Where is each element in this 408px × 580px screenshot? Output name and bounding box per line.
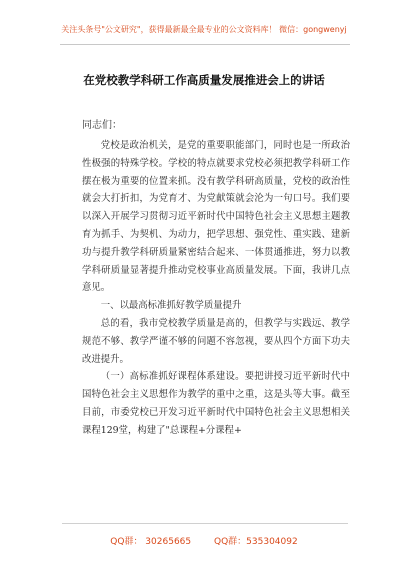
header-note: 关注头条号"公文研究"，获得最新最全最专业的公文资料库！ 微信：gongwenyj <box>61 25 347 34</box>
salutation: 同志们： <box>82 120 122 131</box>
footer-contacts <box>0 534 408 547</box>
subsection-paragraph: （一）高标准抓好课程体系建设。要把讲授习近平新时代中国特色社会主义思想作为教学的重中之重，这是头等大事。截至目前，市委党校已开发习近平新时代中国特色社会主义思想相关课程129堂，构建了"总课程+分课程+ <box>82 371 350 436</box>
body-paragraph: 总的看，我市党校教学质量是高的，但教学与实践远、教学规范不够、教学严谨不够的问题不容忽视，要从四个方面下功夫改进提升。 <box>82 317 350 365</box>
footer-qq-group-1: QQ群： 30265665 <box>110 537 192 547</box>
footer-qq-group-2: QQ群：535304092 <box>214 537 298 547</box>
document-title: 在党校教学科研工作高质量发展推进会上的讲话 <box>83 73 325 87</box>
document-body <box>82 137 350 440</box>
footer-divider <box>62 523 348 524</box>
body-paragraph: 党校是政治机关，是党的重要职能部门，同时也是一所政治性极强的特殊学校。学校的特点就要求党校必须把教学科研工作摆在极为重要的位置来抓。没有教学科研高质量，党校的政治性就会大打折扣，为党育才、为党献策就会沦为一句口号。我们要以深入开展学习贯彻习近平新时代中国特色社会主义思想主题教育为抓手、为契机、为动力，把学思想、强党性、重实践、建新功与提升教学科研质量紧密结合起来、一体贯通推进，努力以教学科研质量显著提升推动党校事业高质量发展。下面，我讲几点意见。 <box>82 140 350 294</box>
section-heading: 一、以最高标准抓好教学质量提升 <box>100 300 242 312</box>
header-divider <box>60 44 350 45</box>
